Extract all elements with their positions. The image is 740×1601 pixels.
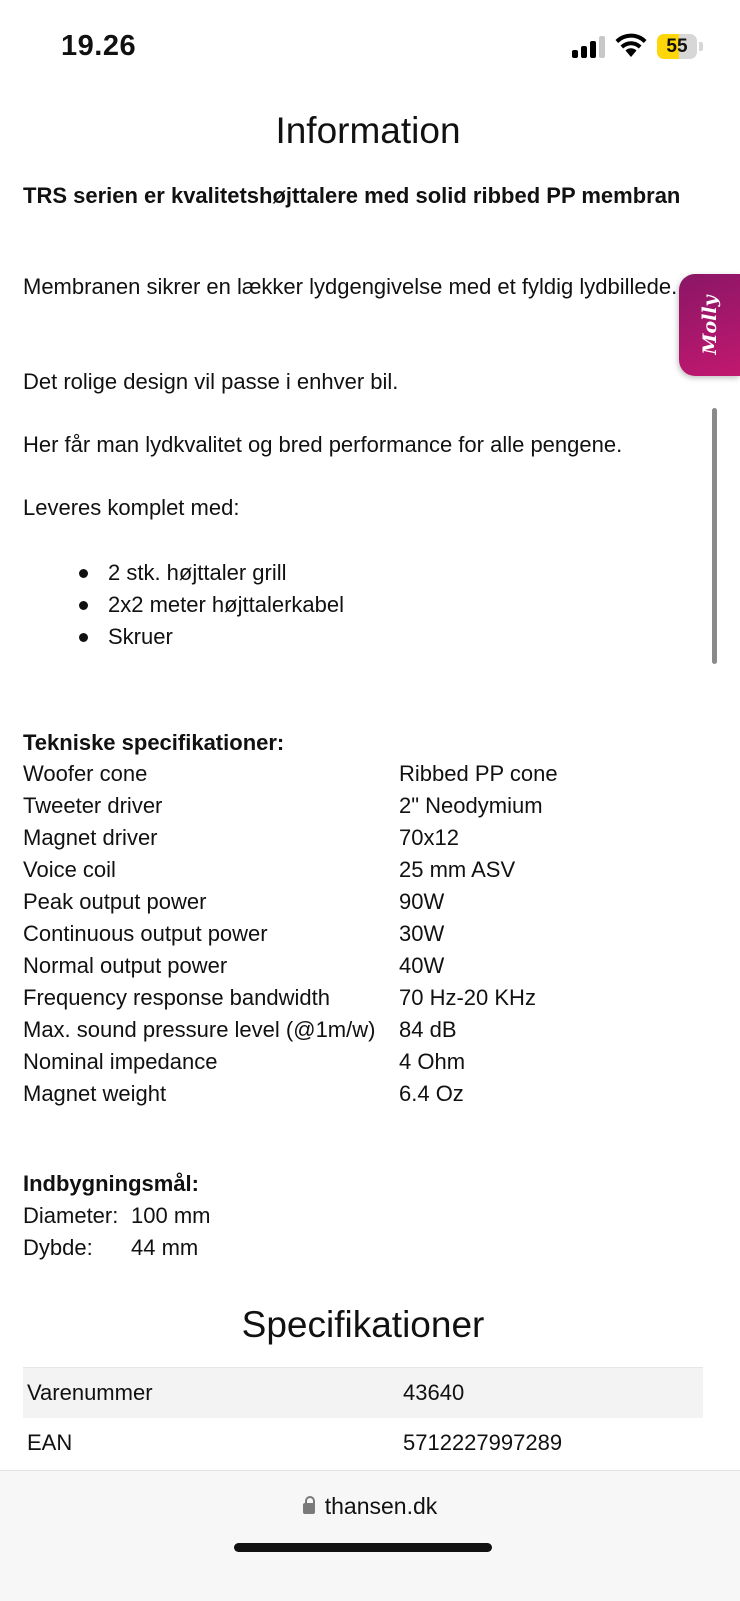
list-item: 2 stk. højttaler grill xyxy=(23,557,344,589)
tech-spec-row xyxy=(23,1078,683,1110)
mounting-value: 44 mm xyxy=(131,1235,199,1260)
status-time: 19.26 xyxy=(61,30,137,62)
address-bar[interactable] xyxy=(0,1493,740,1520)
spec-value: 40W xyxy=(399,953,445,978)
mounting-heading: Indbygningsmål: xyxy=(23,1171,199,1196)
spec-label: Nominal impedance xyxy=(23,1049,218,1074)
status-bar xyxy=(0,0,740,95)
list-item: 2x2 meter højttalerkabel xyxy=(23,589,344,621)
spec-value: 30W xyxy=(399,921,445,946)
spec-value: 70x12 xyxy=(399,825,459,850)
information-title: Information xyxy=(275,110,461,151)
spec-value: Ribbed PP cone xyxy=(399,761,558,786)
tech-specs-table xyxy=(23,758,683,1110)
tech-spec-row xyxy=(23,790,683,822)
molly-chat-label: Molly xyxy=(698,295,721,355)
spec-label: Woofer cone xyxy=(23,761,148,786)
mounting-value: 100 mm xyxy=(131,1203,211,1228)
spec-value: 43640 xyxy=(403,1380,465,1405)
cellular-signal-icon xyxy=(572,36,606,58)
spec-label: Frequency response bandwidth xyxy=(23,985,330,1010)
battery-icon xyxy=(657,34,703,59)
home-indicator[interactable] xyxy=(234,1543,492,1552)
mounting-label: Diameter: xyxy=(23,1203,119,1228)
tech-spec-row xyxy=(23,982,683,1014)
tech-spec-row xyxy=(23,822,683,854)
tech-spec-row xyxy=(23,1014,683,1046)
tech-spec-row xyxy=(23,758,683,790)
molly-chat-tab[interactable] xyxy=(679,274,740,376)
tech-spec-row xyxy=(23,1046,683,1078)
paragraph: Det rolige design vil passe i enhver bil. xyxy=(23,369,399,394)
spec-value: 4 Ohm xyxy=(399,1049,466,1074)
browser-bottom-bar xyxy=(0,1470,740,1601)
spec-label: EAN xyxy=(27,1430,73,1455)
list-item: Skruer xyxy=(23,621,344,653)
spec-value: 90W xyxy=(399,889,445,914)
information-section xyxy=(23,110,713,152)
url-text: thansen.dk xyxy=(324,1493,438,1519)
wifi-icon xyxy=(614,32,648,58)
tech-spec-row xyxy=(23,950,683,982)
spec-value: 5712227997289 xyxy=(403,1430,563,1455)
scrollbar[interactable] xyxy=(712,408,717,664)
specifications-table xyxy=(23,1367,703,1468)
mounting-row xyxy=(23,1232,199,1264)
spec-label: Magnet weight xyxy=(23,1081,167,1106)
spec-value: 2" Neodymium xyxy=(399,793,543,818)
table-row xyxy=(23,1368,703,1418)
tech-specs-heading: Tekniske specifikationer: xyxy=(23,730,285,755)
intro-bold-text: TRS serien er kvalitetshøjttalere med solid ribbed PP membran xyxy=(23,183,681,208)
paragraph: Leveres komplet med: xyxy=(23,495,240,520)
tech-spec-row xyxy=(23,854,683,886)
spec-label: Max. sound pressure level (@1m/w) xyxy=(23,1017,376,1042)
lock-icon xyxy=(303,1503,315,1514)
spec-label: Tweeter driver xyxy=(23,793,163,818)
spec-label: Varenummer xyxy=(27,1380,153,1405)
spec-value: 84 dB xyxy=(399,1017,457,1042)
table-row xyxy=(23,1418,703,1468)
paragraph: Membranen sikrer en lækker lydgengivelse med et fyldig lydbillede. xyxy=(23,274,678,299)
battery-level: 55 xyxy=(666,36,688,57)
spec-label: Magnet driver xyxy=(23,825,158,850)
specifications-title: Specifikationer xyxy=(241,1304,485,1345)
tech-spec-row xyxy=(23,886,683,918)
spec-label: Peak output power xyxy=(23,889,207,914)
spec-value: 6.4 Oz xyxy=(399,1081,464,1106)
spec-label: Voice coil xyxy=(23,857,116,882)
mounting-row xyxy=(23,1200,211,1232)
paragraph: Her får man lydkvalitet og bred performance for alle pengene. xyxy=(23,432,623,457)
tech-spec-row xyxy=(23,918,683,950)
spec-label: Continuous output power xyxy=(23,921,268,946)
mounting-label: Dybde: xyxy=(23,1235,93,1260)
spec-value: 70 Hz-20 KHz xyxy=(399,985,536,1010)
included-items-list xyxy=(23,557,344,653)
spec-value: 25 mm ASV xyxy=(399,857,516,882)
spec-label: Normal output power xyxy=(23,953,228,978)
